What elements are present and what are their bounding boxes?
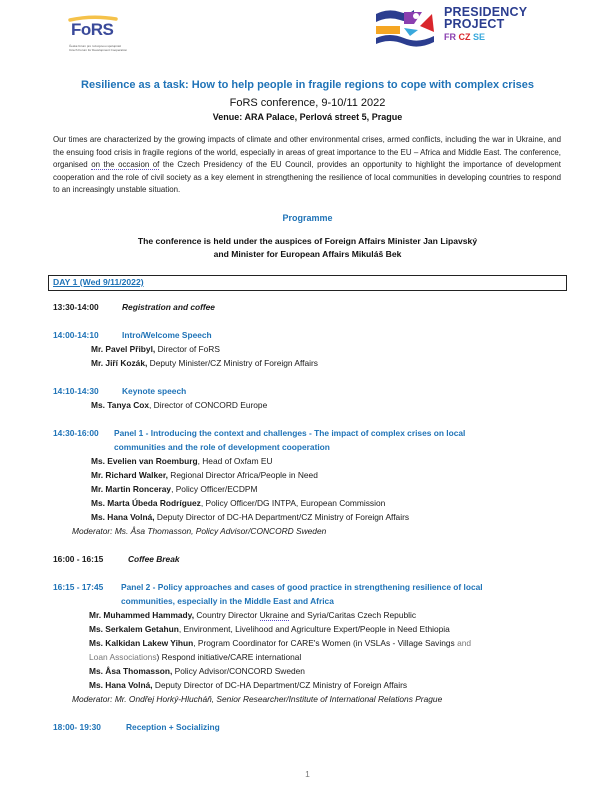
session-time: 13:30-14:00 — [53, 302, 99, 312]
auspices — [0, 235, 615, 260]
speaker — [89, 637, 471, 651]
speaker-role: , Program Coordinator for CARE's Women (in VSLAs - Village Savings — [193, 638, 458, 648]
speaker-name: Ms. Evelien van Roemburg — [91, 456, 198, 466]
pp-se: SE — [473, 32, 486, 42]
speaker-name: Mr. Richard Walker, — [91, 470, 168, 480]
speaker-role: , Policy Officer/ECDPM — [171, 484, 258, 494]
intro-part2: the Czech Presidency of the EU Council, provides an opportunity to highlight the importance of development cooperation and the role of civil society as a key element in strengthening the resilience of local communities in developing countries to respond to an increasingly unstable situation. — [53, 160, 561, 194]
speaker-role: Policy Advisor/CONCORD Sweden — [172, 666, 305, 676]
speaker-name: Mr. Jiří Kozák, — [91, 358, 148, 368]
day-header-box — [48, 275, 567, 291]
pp-fr: FR — [444, 32, 456, 42]
speaker-role-end: and Syria/Caritas Czech Republic — [288, 610, 417, 620]
moderator: Moderator: Ms. Åsa Thomasson, Policy Advisor/CONCORD Sweden — [72, 526, 327, 536]
speaker-role: , Environment, Livelihood and Agriculture Expert/People in Need Ethiopia — [178, 624, 450, 634]
session-title: Keynote speech — [122, 386, 187, 396]
speaker — [89, 665, 305, 679]
speaker-continuation — [89, 651, 301, 665]
speaker-role: , Head of Oxfam EU — [197, 456, 273, 466]
conference-subtitle: FoRS conference, 9-10/11 2022 — [229, 97, 386, 109]
presidency-project-logo — [374, 6, 574, 52]
speaker-name: Mr. Martin Ronceray — [91, 484, 172, 494]
speaker — [91, 343, 220, 357]
fors-caption-line1: České fórum pro rozvojovou spolupráci — [69, 44, 122, 48]
moderator: Moderator: Mr. Ondřej Horký-Hlucháň, Senior Researcher/Institute of International Relations Prague — [72, 694, 443, 704]
speaker-role-grey: Loan Associations — [89, 652, 157, 662]
pp-line1: PRESIDENCY — [444, 5, 528, 19]
speaker-name: Ms. Kalkidan Lakew Yihun — [89, 638, 194, 648]
auspices-line1: The conference is held under the auspices of Foreign Affairs Minister Jan Lipavský — [137, 236, 478, 246]
day1-label[interactable]: DAY 1 (Wed 9/11/2022) — [53, 277, 144, 287]
speaker-name: Ms. Serkalem Getahun — [89, 624, 179, 634]
session-title-line2: communities, especially in the Middle East and Africa — [121, 596, 334, 606]
speaker-name: Ms. Marta Úbeda Rodríguez — [91, 498, 201, 508]
speaker — [91, 483, 257, 497]
intro-part1: Our times are characterized by the growing impacts of climate and other environmental crises, armed conflicts, including the war in Ukraine, and the ensuing food crisis in fragile regions of the world, especially in areas of great importance to the EU – Africa and Middle East. The conference, organised — [53, 135, 561, 169]
speaker — [91, 469, 318, 483]
speaker-name: Ms. Hana Volná, — [91, 512, 155, 522]
session-time: 14:30-16:00 — [53, 428, 99, 438]
session-title-line1: Panel 2 - Policy approaches and cases of good practice in strengthening resilience of local — [121, 582, 483, 592]
presidency-project-title — [444, 6, 527, 30]
speaker-role-end: ) Respond initiative/CARE international — [156, 652, 302, 662]
presidency-countries — [444, 32, 485, 42]
speaker-role: , Director of CONCORD Europe — [149, 400, 268, 410]
speaker — [91, 497, 385, 511]
speaker-name: Mr. Muhammed Hammady, — [89, 610, 195, 620]
speaker — [91, 455, 273, 469]
speaker-role: Deputy Minister/CZ Ministry of Foreign Affairs — [147, 358, 318, 368]
session-time: 16:00 - 16:15 — [53, 554, 104, 564]
session-title-line2: communities and the role of development cooperation — [114, 442, 330, 452]
speaker-role: , Policy Officer/DG INTPA, European Commission — [200, 498, 386, 508]
speaker — [89, 623, 450, 637]
speaker-name: Mr. Pavel Přibyl, — [91, 344, 156, 354]
session-time: 18:00- 19:30 — [53, 722, 101, 732]
speaker-role: Country Director — [194, 610, 260, 620]
speaker — [89, 679, 407, 693]
speaker-role: Deputy Director of DC-HA Department/CZ Ministry of Foreign Affairs — [154, 512, 410, 522]
speaker-name: Ms. Tanya Cox — [91, 400, 150, 410]
page-number: 1 — [305, 769, 310, 779]
session-title: Coffee Break — [128, 554, 180, 564]
speaker-role: Deputy Director of DC-HA Department/CZ Ministry of Foreign Affairs — [152, 680, 408, 690]
speaker-role: Regional Director Africa/People in Need — [167, 470, 318, 480]
pp-line2: PROJECT — [444, 17, 505, 31]
document-title: Resilience as a task: How to help people in fragile regions to cope with complex crises — [81, 79, 534, 91]
fors-caption-line2: Czech Forum for Development Cooperation — [69, 48, 128, 52]
speaker-name: Ms. Åsa Thomasson, — [89, 666, 173, 676]
programme-heading: Programme — [282, 213, 333, 223]
fors-logo — [62, 14, 128, 56]
intro-flagged-phrase: on the occasion of — [91, 160, 160, 169]
session-time: 14:00-14:10 — [53, 330, 99, 340]
session-time: 14:10-14:30 — [53, 386, 99, 396]
session-title: Reception + Socializing — [126, 722, 220, 732]
fors-logo-text: FoRS — [71, 20, 114, 39]
session-title: Registration and coffee — [122, 302, 215, 312]
speaker-role: Director of FoRS — [155, 344, 220, 354]
presidency-flag-icon — [374, 6, 440, 52]
auspices-line2: and Minister for European Affairs Mikuláš Bek — [213, 248, 402, 259]
fors-logo-caption — [69, 44, 127, 52]
intro-paragraph — [53, 134, 561, 197]
speaker-name: Ms. Hana Volná, — [89, 680, 153, 690]
session-title: Intro/Welcome Speech — [122, 330, 212, 340]
speaker-role-grey: and — [457, 638, 472, 648]
session-time: 16:15 - 17:45 — [53, 582, 104, 592]
speaker — [91, 357, 318, 371]
venue: Venue: ARA Palace, Perlová street 5, Prague — [212, 112, 403, 122]
session-title-line1: Panel 1 - Introducing the context and challenges - The impact of complex crises on local — [114, 428, 466, 438]
pp-cz: CZ — [458, 32, 471, 42]
speaker-role-flagged: Ukraine — [259, 610, 289, 620]
speaker — [91, 511, 409, 525]
speaker — [89, 609, 416, 623]
speaker — [91, 399, 267, 413]
